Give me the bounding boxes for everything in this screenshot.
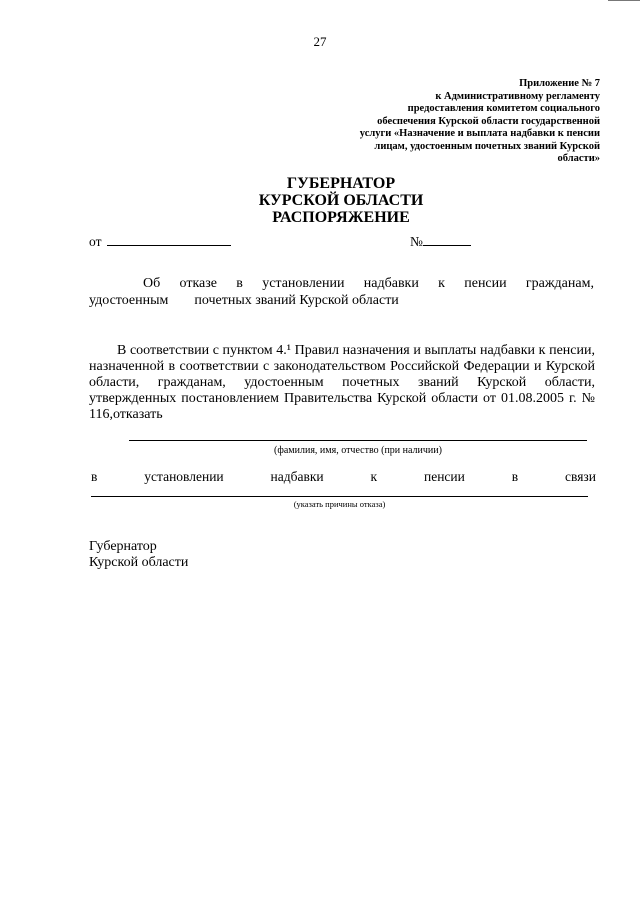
subject-line-1 — [89, 275, 594, 292]
signatory-title: Губернатор — [89, 539, 157, 554]
number-label: № — [410, 234, 423, 249]
subject-word: пенсии — [464, 276, 507, 291]
subject-word: почетных званий Курской области — [194, 293, 399, 308]
refusal-word: в — [91, 469, 98, 484]
document-header — [0, 175, 640, 226]
signature-block — [89, 539, 188, 571]
reason-caption: (указать причины отказа) — [293, 499, 386, 509]
fio-caption: (фамилия, имя, отчество (при наличии) — [274, 445, 442, 456]
date-field — [89, 233, 231, 250]
subject-word: Об — [143, 276, 161, 291]
refusal-word: к — [370, 469, 378, 484]
appendix-line: Приложение № 7 — [519, 78, 600, 89]
date-label: от — [89, 234, 102, 249]
refusal-word: надбавки — [270, 469, 324, 484]
appendix-line: предоставления комитетом социального — [407, 103, 600, 114]
appendix-line: к Административному регламенту — [435, 90, 600, 102]
number-blank-line — [423, 233, 471, 246]
subject-word: отказе — [179, 276, 217, 291]
subject-word: удостоенным — [89, 293, 169, 308]
subject-word: в — [236, 276, 243, 291]
subject-word: установлении — [262, 276, 345, 291]
scan-edge-mark — [608, 0, 640, 1]
page-number: 27 — [313, 34, 327, 49]
document-type-title: РАСПОРЯЖЕНИЕ — [272, 209, 410, 226]
refusal-line — [91, 469, 596, 485]
appendix-line: услуги «Назначение и выплата надбавки к пенсии — [359, 128, 600, 139]
governor-title: ГУБЕРНАТОР — [286, 175, 396, 192]
refusal-word: пенсии — [423, 469, 465, 484]
signatory-region: Курской области — [89, 555, 189, 570]
body-paragraph: В соответствии с пунктом 4.¹ Правил назначения и выплаты надбавки к пенсии, назначенной в соответствии с законодательством Российской Федерации и Курской области, гражданам, удостоенным почетных званий Курской области, утвержденных постановлением Правительства Курской области от 01.08.2005 г. № 116,отказать — [89, 343, 595, 422]
subject-word: к — [438, 276, 445, 291]
region-title: КУРСКОЙ ОБЛАСТИ — [258, 192, 424, 209]
fio-blank-line — [129, 440, 587, 441]
number-field — [410, 233, 471, 250]
refusal-word: связи — [565, 469, 596, 484]
appendix-line: обеспечения Курской области государственной — [377, 115, 600, 127]
subject-word: гражданам, — [525, 276, 594, 291]
appendix-line: лицам, удостоенным почетных званий Курской — [374, 140, 600, 152]
date-blank-line — [107, 233, 231, 246]
reason-blank-line — [91, 496, 588, 497]
subject-line-2 — [89, 292, 594, 309]
appendix-line: области» — [557, 153, 600, 164]
document-subject — [89, 275, 594, 309]
appendix-note — [310, 78, 600, 166]
refusal-word: установлении — [144, 469, 224, 484]
subject-word: надбавки — [363, 276, 419, 291]
refusal-word: в — [511, 469, 519, 484]
